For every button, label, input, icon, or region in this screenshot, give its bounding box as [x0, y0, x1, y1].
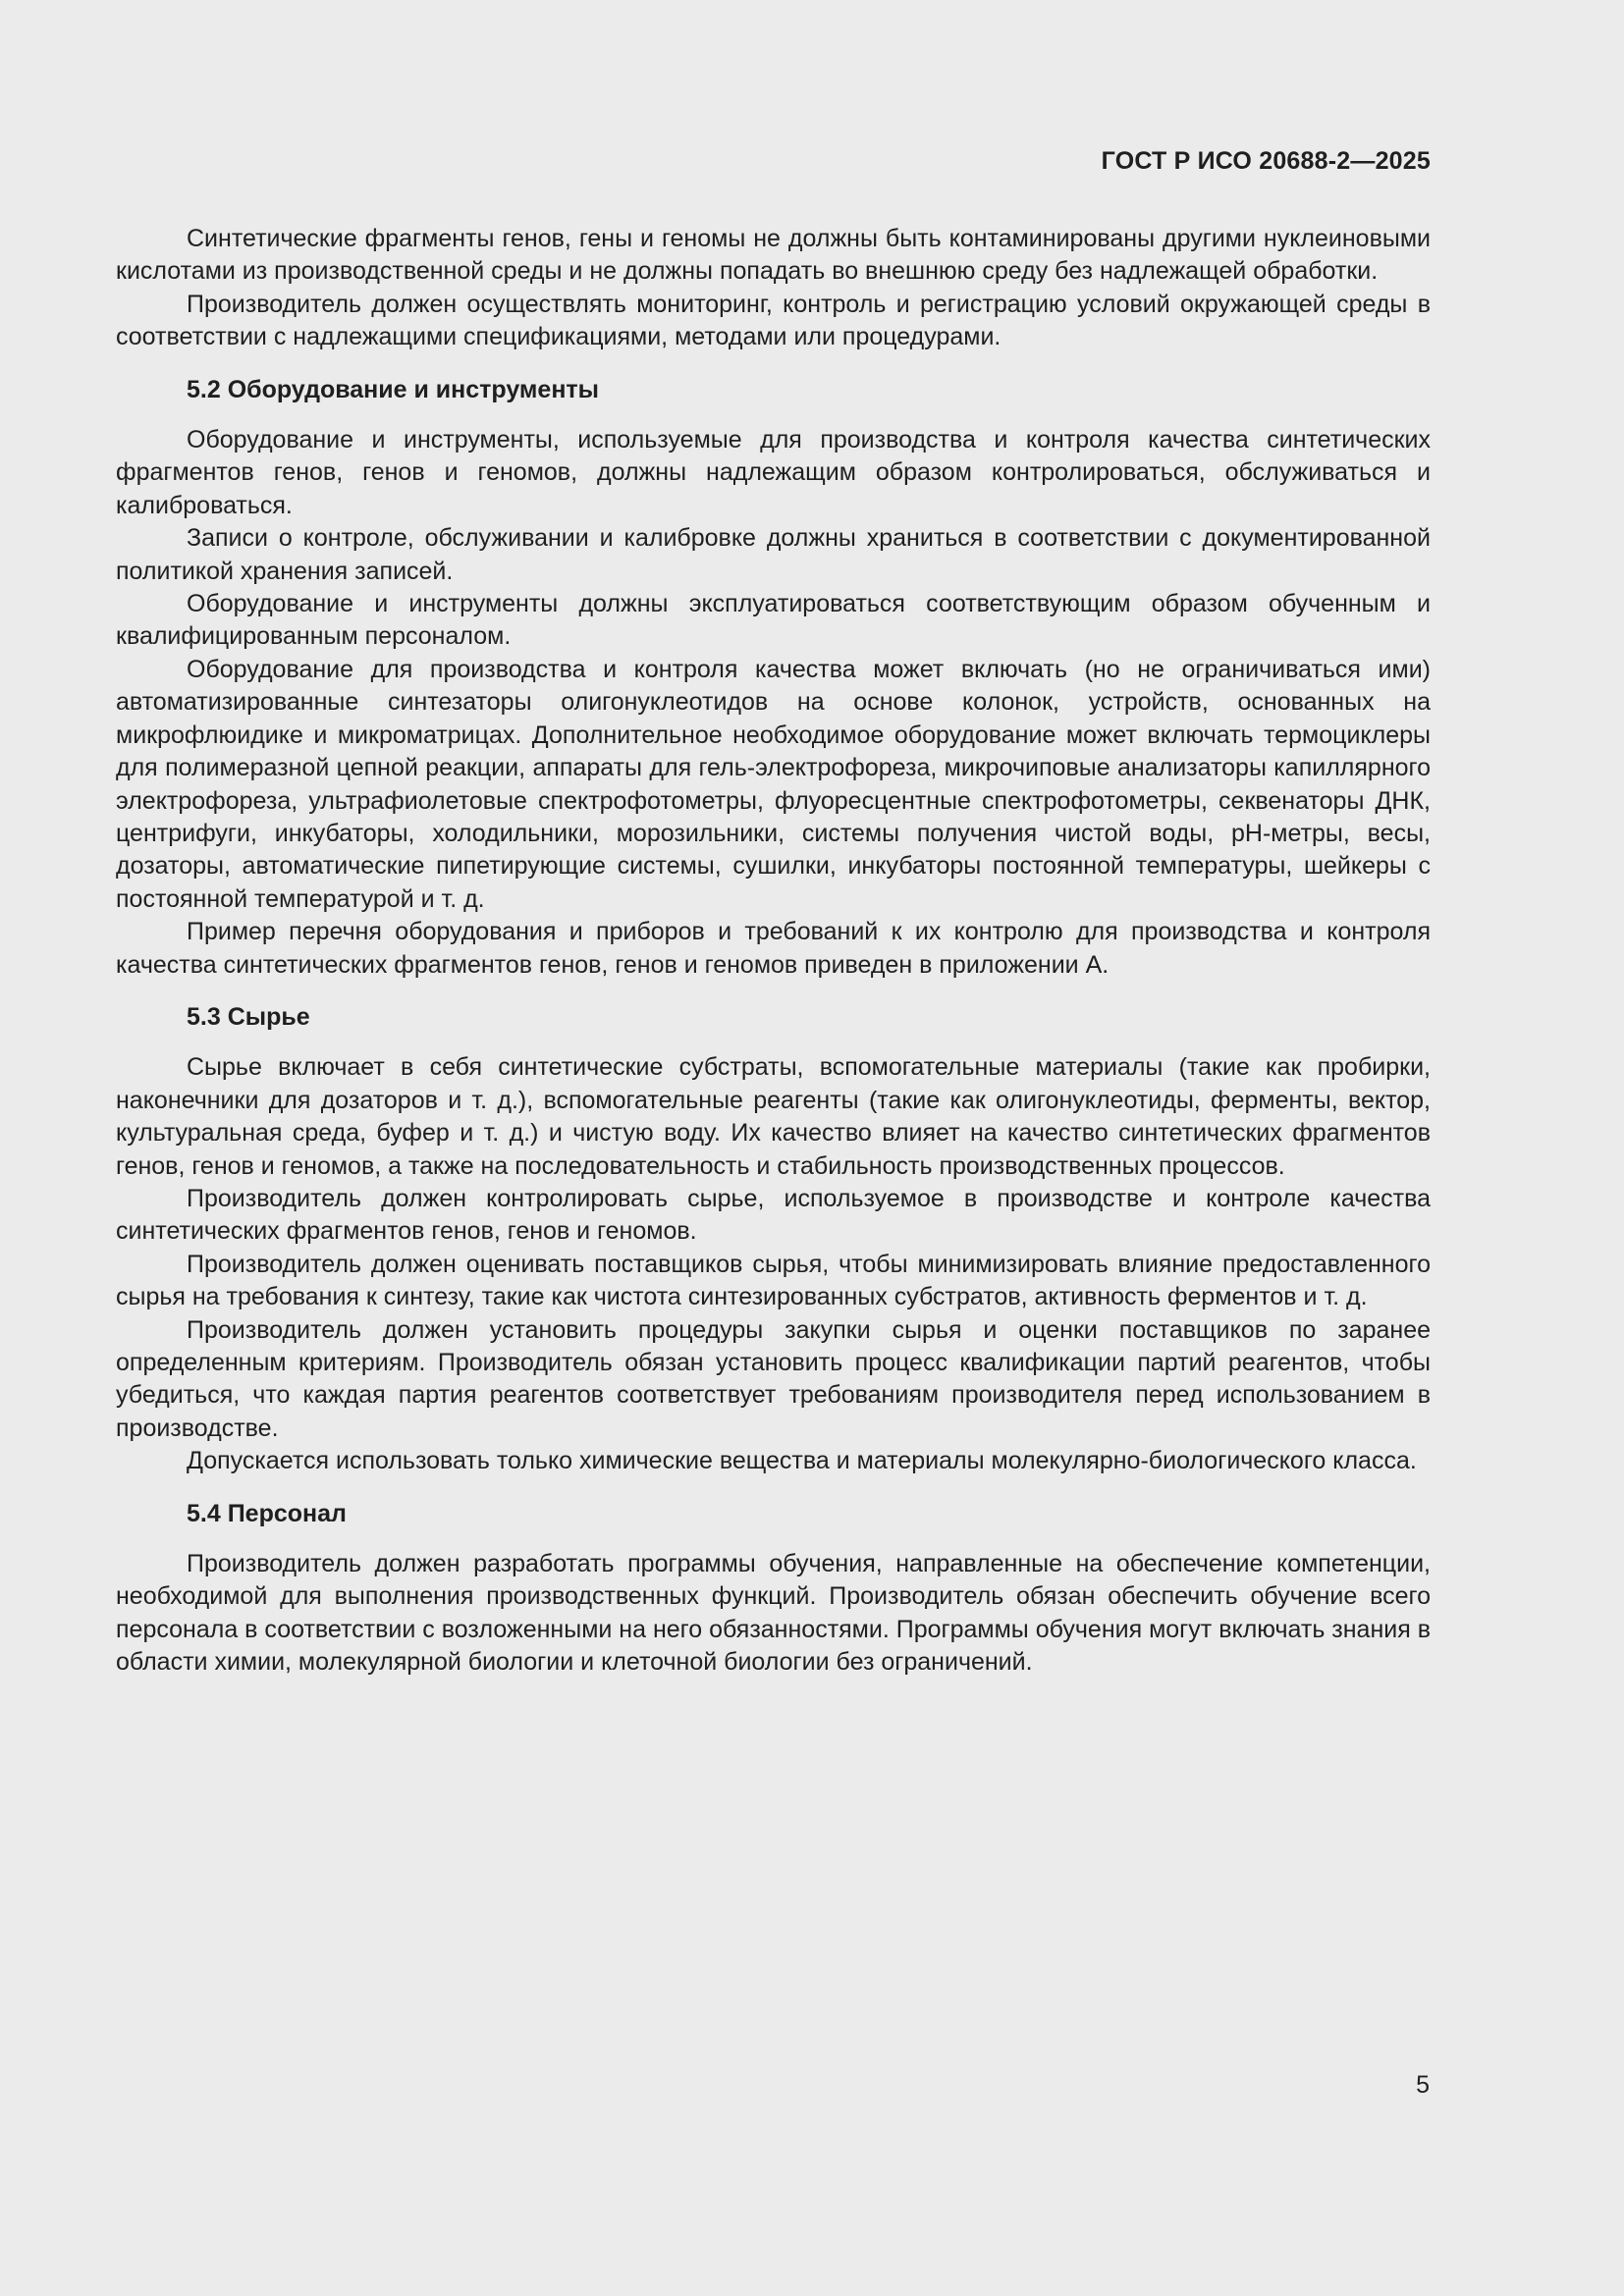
paragraph-equipment-list: Оборудование для производства и контроля качества может включать (но не ограничиваться ими) автоматизированные синтезаторы олигонуклеотидов на основе колонок, устройств, основанных на микрофлюидике и микроматрицах. Дополнительное необходимое оборудование может включать термоциклеры для полимеразной цепной реакции, аппараты для гель-электрофореза, микрочиповые анализаторы капиллярного электрофореза, ультрафиолетовые спектрофотометры, флуоресцентные спектрофотометры, секвенаторы ДНК, центрифуги, инкубаторы, холодильники, морозильники, системы получения чистой воды, pH-метры, весы, дозаторы, автоматические пипетирующие системы, сушилки, инкубаторы постоянной температуры, шейкеры с постоянной температурой и т. д.	[116, 655, 1431, 913]
paragraph-raw-materials-definition: Сырье включает в себя синтетические субстраты, вспомогательные материалы (такие как пробирки, наконечники для дозаторов и т. д.), вспомогательные реагенты (такие как олигонуклеотиды, ферменты, вектор, культуральная среда, буфер и т. д.) и чистую воду. Их качество влияет на качество синтетических фрагментов генов, генов и геномов, а также на последовательность и стабильность производственных процессов.	[116, 1053, 1431, 1180]
paragraph-supplier-evaluation: Производитель должен оценивать поставщиков сырья, чтобы минимизировать влияние предоставленного сырья на требования к синтезу, такие как чистота синтезированных субстратов, активность ферментов и т. д.	[116, 1250, 1431, 1311]
paragraph-contamination: Синтетические фрагменты генов, гены и геномы не должны быть контаминированы другими нуклеиновыми кислотами из производственной среды и не должны попадать во внешнюю среду без надлежащей обработки.	[116, 225, 1431, 286]
section-heading-personnel: 5.4 Персонал	[187, 1499, 347, 1527]
paragraph-procurement-procedures: Производитель должен установить процедуры закупки сырья и оценки поставщиков по заранее определенным критериям. Производитель обязан установить процесс квалификации партий реагентов, чтобы убедиться, что каждая партия реагентов соответствует требованиям производителя перед использованием в производстве.	[116, 1315, 1431, 1442]
paragraph-raw-materials-control: Производитель должен контролировать сырье, используемое в производстве и контроле качества синтетических фрагментов генов, генов и геномов.	[116, 1184, 1431, 1246]
paragraph-equipment-control: Оборудование и инструменты, используемые для производства и контроля качества синтетических фрагментов генов, генов и геномов, должны надлежащим образом контролироваться, обслуживаться и калиброваться.	[116, 426, 1431, 519]
document-body	[116, 223, 1431, 1680]
section-heading-raw-materials: 5.3 Сырье	[187, 1002, 310, 1031]
paragraph-training-programs: Производитель должен разработать программы обучения, направленные на обеспечение компетенции, необходимой для выполнения производственных функций. Производитель обязан обеспечить обучение всего персонала в соответствии с возложенными на него обязанностями. Программы обучения могут включать знания в области химии, молекулярной биологии и клеточной биологии без ограничений.	[116, 1550, 1431, 1677]
page-number: 5	[1416, 2071, 1430, 2099]
paragraph-equipment-personnel: Оборудование и инструменты должны эксплуатироваться соответствующим образом обученным и квалифицированным персоналом.	[116, 590, 1431, 651]
document-id-header: ГОСТ Р ИСО 20688-2—2025	[1101, 147, 1431, 175]
paragraph-equipment-records: Записи о контроле, обслуживании и калибровке должны храниться в соответствии с документированной политикой хранения записей.	[116, 524, 1431, 585]
paragraph-molecular-grade: Допускается использовать только химические вещества и материалы молекулярно-биологического класса.	[187, 1447, 1417, 1475]
section-heading-equipment: 5.2 Оборудование и инструменты	[187, 375, 600, 403]
paragraph-equipment-example: Пример перечня оборудования и приборов и требований к их контролю для производства и контроля качества синтетических фрагментов генов, генов и геномов приведен в приложении А.	[116, 918, 1431, 979]
paragraph-environment-monitoring: Производитель должен осуществлять мониторинг, контроль и регистрацию условий окружающей среды в соответствии с надлежащими спецификациями, методами или процедурами.	[116, 290, 1431, 351]
